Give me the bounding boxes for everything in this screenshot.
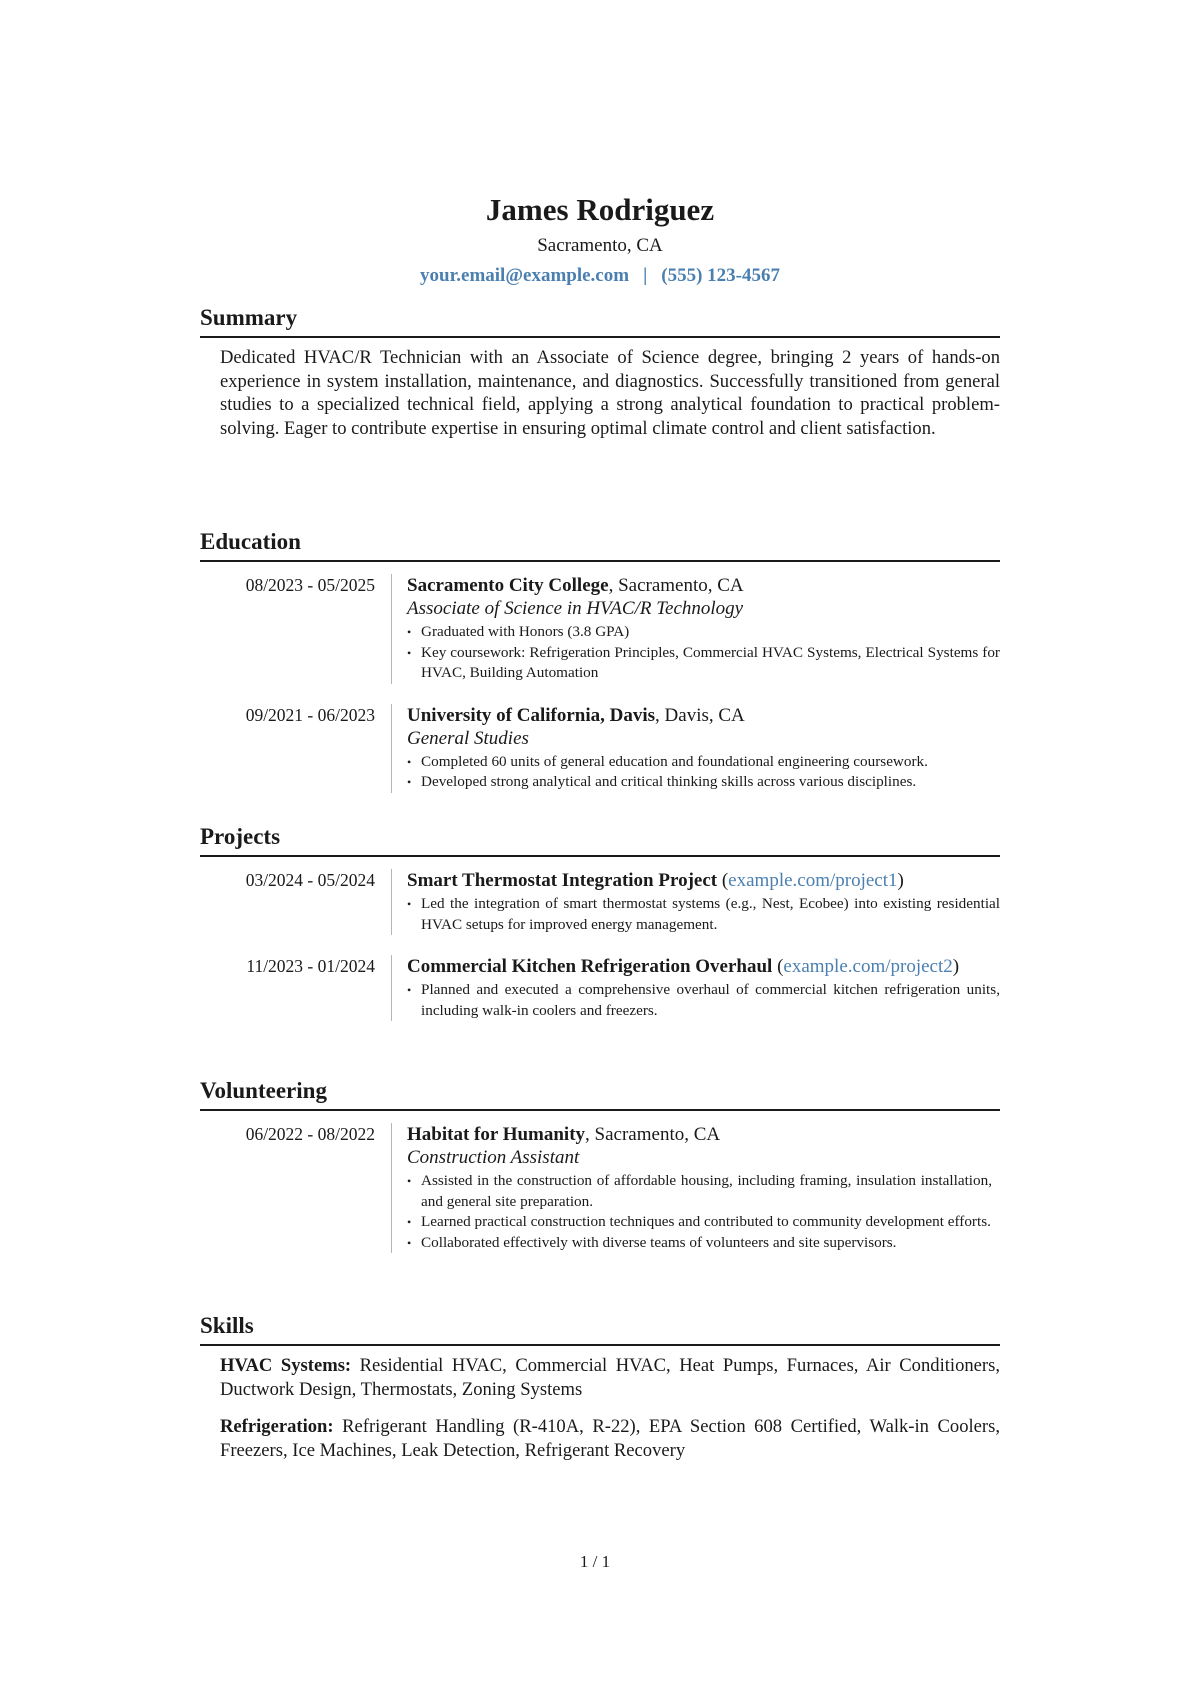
candidate-name: James Rodriguez: [485, 192, 715, 227]
entry-bullets: [407, 622, 1000, 684]
entry-heading: [407, 704, 1000, 727]
project-link[interactable]: example.com/project2: [783, 956, 953, 977]
project-name: Commercial Kitchen Refrigeration Overhaul: [407, 956, 773, 977]
paren-open: (: [717, 870, 729, 891]
entry-bullets: [407, 980, 1000, 1021]
paren-close: ): [897, 870, 904, 891]
entry-date: 09/2021 - 06/2023: [245, 704, 375, 725]
skill-group: [220, 1415, 1000, 1462]
skill-category: Refrigeration:: [220, 1416, 334, 1437]
entry-body: [391, 869, 1000, 935]
list-item: • Key coursework: Refrigeration Principles, Commercial HVAC Systems, Electrical Systems for HVAC, Building Automation: [407, 643, 1000, 684]
section-title-volunteering: Volunteering: [200, 1076, 1000, 1111]
entry-body: [391, 574, 1000, 684]
organization-name: Habitat for Humanity: [407, 1124, 586, 1145]
volunteering-section: [200, 1076, 1000, 1253]
section-title-education: Education: [200, 527, 1000, 562]
entry-bullets: [407, 752, 1000, 793]
entry-heading: [407, 574, 1000, 597]
entry-date: 03/2024 - 05/2024: [245, 870, 375, 890]
organization-location: , Sacramento, CA: [585, 1124, 721, 1145]
project-entry: [200, 869, 1000, 935]
skill-category: HVAC Systems:: [220, 1355, 352, 1376]
list-item: • Assisted in the construction of affordable housing, including framing, insulation installation, and general site preparation.: [407, 1171, 992, 1212]
paren-close: ): [952, 956, 960, 977]
institution-location: , Sacramento, CA: [608, 575, 744, 596]
degree-name: General Studies: [407, 727, 529, 749]
summary-text: Dedicated HVAC/R Technician with an Associate of Science degree, bringing 2 years of hands-on experience in system installation, maintenance, and diagnostics. Successfully transitioned from general studies to a specialized technical field, applying a strong analytical foundation to practical problem-solving. Eager to contribute expertise in ensuring optimal climate control and client satisfaction.: [220, 347, 1000, 439]
entry-body: [391, 1123, 1000, 1253]
entry-date: 06/2022 - 08/2022: [245, 1124, 375, 1144]
list-item: • Led the integration of smart thermostat systems (e.g., Nest, Ecobee) into existing residential HVAC setups for improved energy management.: [407, 894, 1000, 935]
institution-name: University of California, Davis: [407, 704, 656, 726]
degree-name: Associate of Science in HVAC/R Technology: [407, 598, 744, 619]
skill-list: Residential HVAC, Commercial HVAC, Heat Pumps, Furnaces, Air Conditioners, Ductwork Design, Thermostats, Zoning Systems: [220, 1355, 1000, 1400]
section-title-projects: Projects: [200, 822, 1000, 857]
list-item: • Planned and executed a comprehensive overhaul of commercial kitchen refrigeration units, including walk-in coolers and freezers.: [407, 980, 1000, 1021]
project-name: Smart Thermostat Integration Project: [407, 870, 718, 891]
list-item: • Learned practical construction techniques and contributed to community development efforts.: [407, 1212, 992, 1233]
contact-line: [200, 262, 1000, 290]
summary-section: [200, 303, 1000, 440]
education-entry: [200, 574, 1000, 684]
skill-list: Refrigerant Handling (R-410A, R-22), EPA Section 608 Certified, Walk-in Coolers, Freezers, Ice Machines, Leak Detection, Refrigerant Recovery: [220, 1416, 1000, 1461]
entry-bullets: [407, 894, 1000, 935]
entry-heading: [407, 1123, 1000, 1146]
role-title: Construction Assistant: [407, 1147, 580, 1168]
email-link[interactable]: your.email@example.com: [420, 265, 630, 286]
page-number: 1 / 1: [579, 1552, 611, 1571]
project-link[interactable]: example.com/project1: [728, 870, 898, 891]
list-item: • Collaborated effectively with diverse teams of volunteers and site supervisors.: [407, 1233, 992, 1254]
contact-separator: |: [643, 265, 648, 286]
institution-location: , Davis, CA: [655, 704, 745, 726]
institution-name: Sacramento City College: [407, 575, 609, 596]
entry-body: [391, 704, 1000, 793]
entry-date: 08/2023 - 05/2025: [245, 575, 375, 595]
skill-group: [220, 1354, 1000, 1401]
entry-heading: [407, 955, 1000, 978]
section-title-summary: Summary: [200, 303, 1000, 338]
education-entry: [200, 704, 1000, 793]
entry-bullets: [407, 1171, 1000, 1253]
project-entry: [200, 955, 1000, 1021]
entry-body: [391, 955, 1000, 1021]
volunteering-entry: [200, 1123, 1000, 1253]
projects-section: [200, 822, 1000, 1021]
list-item: • Graduated with Honors (3.8 GPA): [407, 622, 1000, 643]
list-item: • Completed 60 units of general education and foundational engineering coursework.: [407, 752, 1000, 773]
entry-date: 11/2023 - 01/2024: [246, 956, 375, 976]
candidate-location: Sacramento, CA: [537, 235, 663, 256]
section-title-skills: Skills: [200, 1311, 1000, 1346]
phone-link[interactable]: (555) 123-4567: [661, 265, 780, 286]
entry-heading: [407, 869, 1000, 892]
list-item: • Developed strong analytical and critical thinking skills across various disciplines.: [407, 772, 1000, 793]
resume-page: [200, 0, 1000, 1461]
resume-header: [200, 0, 1000, 290]
paren-open: (: [772, 956, 784, 977]
education-section: [200, 527, 1000, 793]
skills-section: [200, 1311, 1000, 1462]
